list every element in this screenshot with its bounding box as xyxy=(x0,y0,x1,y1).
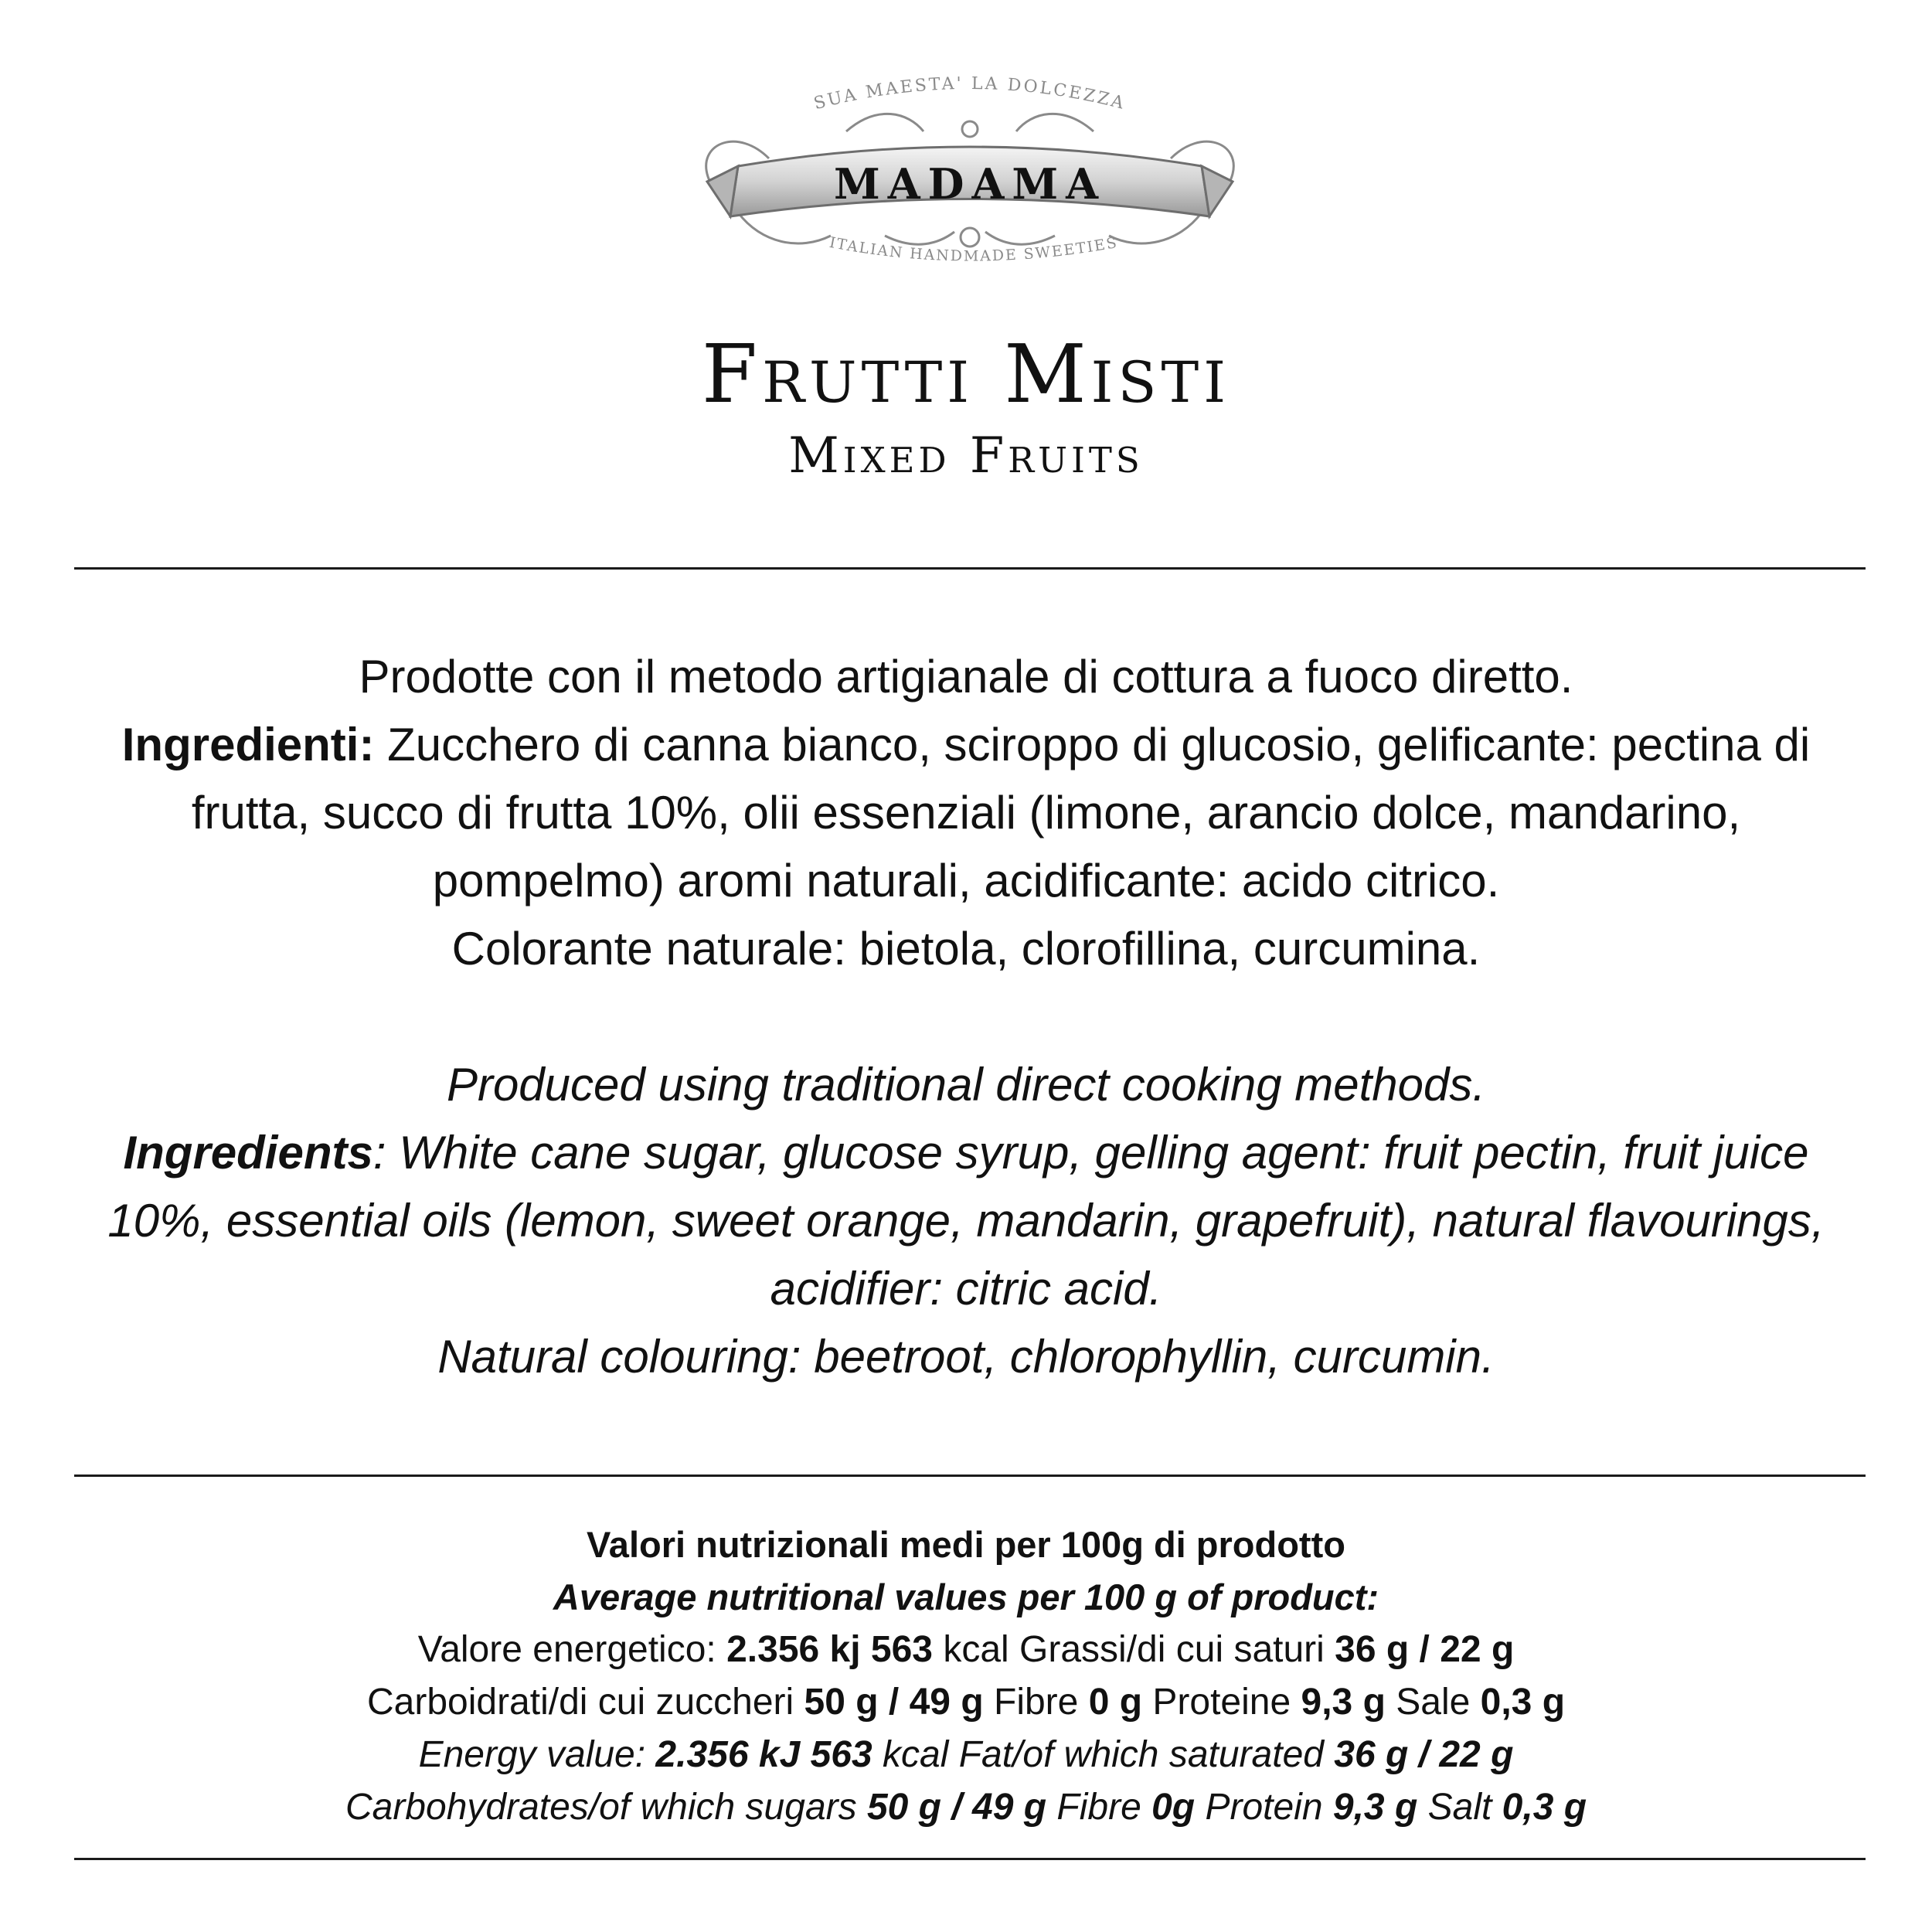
ingredients-en-text: : White cane sugar, glucose syrup, gelling agent: fruit pectin, fruit juice 10%, essential oils (lemon, sweet orange, mandarin, grapefruit), natural flavourings, acidifier: citric acid. xyxy=(107,1127,1825,1315)
energy-label: Energy value: xyxy=(418,1734,656,1775)
nutrition-row-en-1 xyxy=(85,1729,1847,1781)
product-subtitle: Mixed Fruits xyxy=(788,427,1144,485)
salt-label: Sale xyxy=(1385,1682,1481,1723)
madama-logo-emblem xyxy=(653,58,1287,290)
svg-text:SUA MAESTA' LA DOLCEZZA xyxy=(812,74,1128,114)
colouring-it: Colorante naturale: bietola, clorofillina, curcumina. xyxy=(451,923,1481,975)
carbs-label: Carboidrati/di cui zuccheri xyxy=(366,1682,804,1723)
nutrition-heading-it: Valori nutrizionali medi per 100g di prodotto xyxy=(587,1524,1345,1565)
salt-value: 0,3 g xyxy=(1480,1682,1566,1723)
carbs-label: Carbohydrates/of which sugars xyxy=(345,1787,867,1828)
fat-label: kcal Fat/of which saturated xyxy=(872,1734,1335,1775)
fat-value: 36 g / 22 g xyxy=(1334,1734,1514,1775)
ingredients-it-label: Ingredienti: xyxy=(121,719,375,770)
nutrition-row-it-2 xyxy=(85,1676,1847,1729)
carbs-value: 50 g / 49 g xyxy=(866,1787,1047,1828)
ingredients-en-label: Ingredients xyxy=(123,1127,373,1179)
nutrition-heading-en: Average nutritional values per 100 g of product: xyxy=(553,1577,1379,1617)
fibre-value: 0 g xyxy=(1088,1682,1143,1723)
logo-tagline-bottom: ITALIAN HANDMADE SWEETIES xyxy=(828,233,1120,265)
method-it: Prodotte con il metodo artigianale di cottura a fuoco diretto. xyxy=(359,651,1573,702)
product-title: Frutti Misti xyxy=(701,327,1231,421)
salt-label: Salt xyxy=(1417,1787,1502,1828)
logo-tagline-top: SUA MAESTA' LA DOLCEZZA xyxy=(811,73,1128,114)
fibre-label: Fibre xyxy=(983,1682,1089,1723)
nutrition-section xyxy=(85,1519,1847,1834)
fat-label: kcal Grassi/di cui saturi xyxy=(933,1629,1335,1670)
divider-top xyxy=(74,567,1866,570)
ingredients-en xyxy=(85,1119,1847,1323)
energy-value: 2.356 kj 563 xyxy=(726,1629,933,1670)
ingredients-it xyxy=(85,711,1847,915)
energy-label: Valore energetico: xyxy=(417,1629,727,1670)
nutrition-row-en-2 xyxy=(85,1781,1847,1834)
nutrition-row-it-1 xyxy=(85,1624,1847,1676)
protein-label: Proteine xyxy=(1142,1682,1301,1723)
fibre-value: 0g xyxy=(1151,1787,1196,1828)
ingredients-it-text: Zucchero di canna bianco, sciroppo di glucosio, gelificante: pectina di frutta, succo di frutta 10%, olii essenziali (limone, arancio dolce, mandarino, pompelmo) aromi naturali, acidificante: acido citrico. xyxy=(191,719,1811,906)
method-en: Produced using traditional direct cooking methods. xyxy=(446,1059,1486,1111)
svg-text:ITALIAN HANDMADE SWEETIES xyxy=(828,234,1119,265)
divider-bottom xyxy=(74,1858,1866,1860)
ingredients-section xyxy=(85,643,1847,1391)
brand-logo xyxy=(653,58,1287,290)
colouring-en: Natural colouring: beetroot, chlorophyllin, curcumin. xyxy=(437,1331,1495,1383)
salt-value: 0,3 g xyxy=(1502,1787,1587,1828)
protein-label: Protein xyxy=(1195,1787,1333,1828)
carbs-value: 50 g / 49 g xyxy=(804,1682,984,1723)
energy-value: 2.356 kJ 563 xyxy=(655,1734,872,1775)
fibre-label: Fibre xyxy=(1046,1787,1152,1828)
fat-value: 36 g / 22 g xyxy=(1335,1629,1515,1670)
protein-value: 9,3 g xyxy=(1332,1787,1418,1828)
logo-brand-text: MADAMA xyxy=(833,159,1107,209)
divider-middle xyxy=(74,1475,1866,1477)
protein-value: 9,3 g xyxy=(1301,1682,1386,1723)
